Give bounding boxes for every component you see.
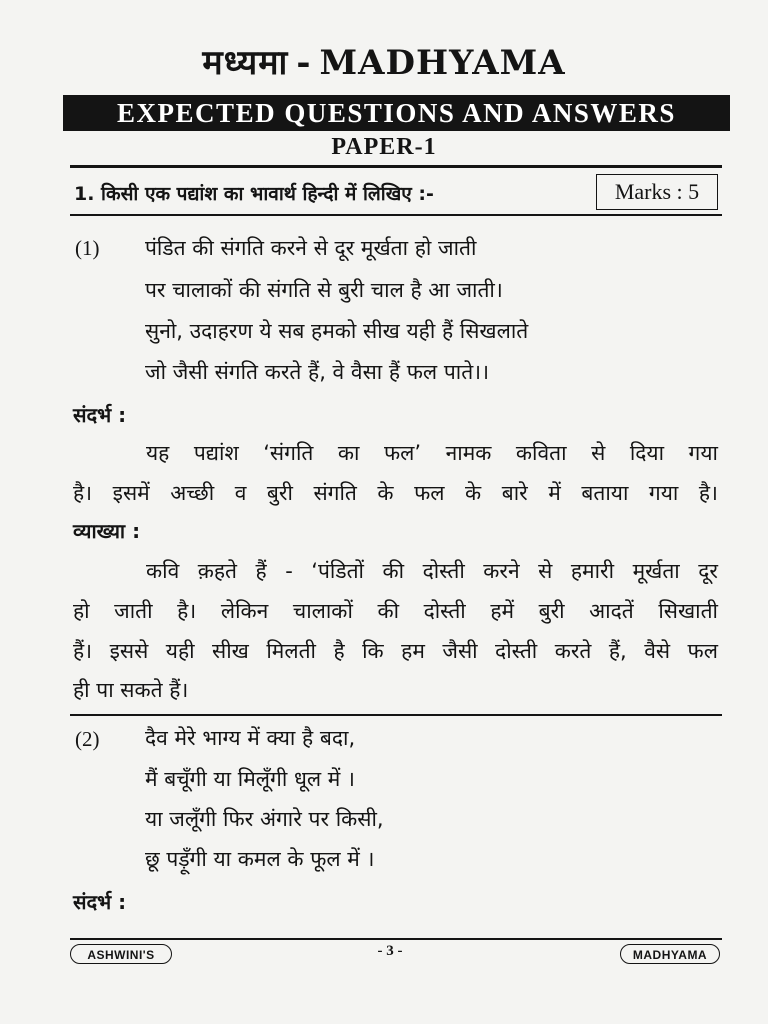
title-separator: -: [296, 43, 312, 83]
poem-line: जो जैसी संगति करते हैं, वे वैसा हैं फल पाते।।: [145, 360, 490, 384]
course-badge: MADHYAMA: [620, 944, 720, 964]
footer-divider: [70, 938, 722, 940]
explanation-line: हो जाती है। लेकिन चालाकों की दोस्ती हमें बुरी आदतें सिखाती: [73, 599, 718, 623]
page-number: - 3 -: [377, 943, 403, 959]
passage-divider: [70, 714, 722, 716]
question-text: 1. किसी एक पद्यांश का भावार्थ हिन्दी में लिखिए :-: [74, 183, 434, 205]
poem-line: छू पड़ूँगी या कमल के फूल में ।: [145, 847, 375, 871]
top-divider: [70, 165, 722, 168]
title-english: MADHYAMA: [319, 43, 566, 83]
context-line: यह पद्यांश ‘संगति का फल’ नामक कविता से दिया गया: [146, 441, 718, 465]
publisher-badge: ASHWINI'S: [70, 944, 172, 964]
marks-box: Marks : 5: [596, 174, 718, 210]
context-label: संदर्भ :: [73, 403, 127, 427]
passage-number: (2): [75, 727, 100, 751]
poem-line: पंडित की संगति करने से दूर मूर्खता हो जाती: [145, 236, 477, 260]
poem-line: या जलूँगी फिर अंगारे पर किसी,: [145, 807, 384, 831]
explanation-label: व्याख्या :: [73, 519, 141, 543]
paper-heading: PAPER-1: [331, 134, 437, 160]
explanation-line: कवि क़हते हैं - ‘पंडितों की दोस्ती करने से हमारी मूर्खता दूर: [146, 559, 718, 583]
section-banner: EXPECTED QUESTIONS AND ANSWERS: [63, 95, 730, 131]
book-title: [0, 38, 768, 88]
poem-line: मैं बचूँगी या मिलूँगी धूल में ।: [145, 767, 355, 791]
poem-line: दैव मेरे भाग्य में क्या है बदा,: [145, 726, 356, 750]
poem-line: सुनो, उदाहरण ये सब हमको सीख यही हैं सिखलाते: [145, 319, 529, 343]
context-line: है। इसमें अच्छी व बुरी संगति के फल के बारे में बताया गया है।: [73, 481, 718, 505]
poem-line: पर चालाकों की संगति से बुरी चाल है आ जाती।: [145, 278, 503, 302]
passage-number: (1): [75, 236, 100, 260]
context-label: संदर्भ :: [73, 890, 127, 914]
explanation-line: ही पा सकते हैं।: [73, 678, 189, 702]
question-divider: [70, 214, 722, 216]
title-hindi: मध्यमा: [202, 43, 289, 83]
explanation-line: हैं। इससे यही सीख मिलती है कि हम जैसी दोस्ती करते हैं, वैसे फल: [73, 639, 718, 663]
